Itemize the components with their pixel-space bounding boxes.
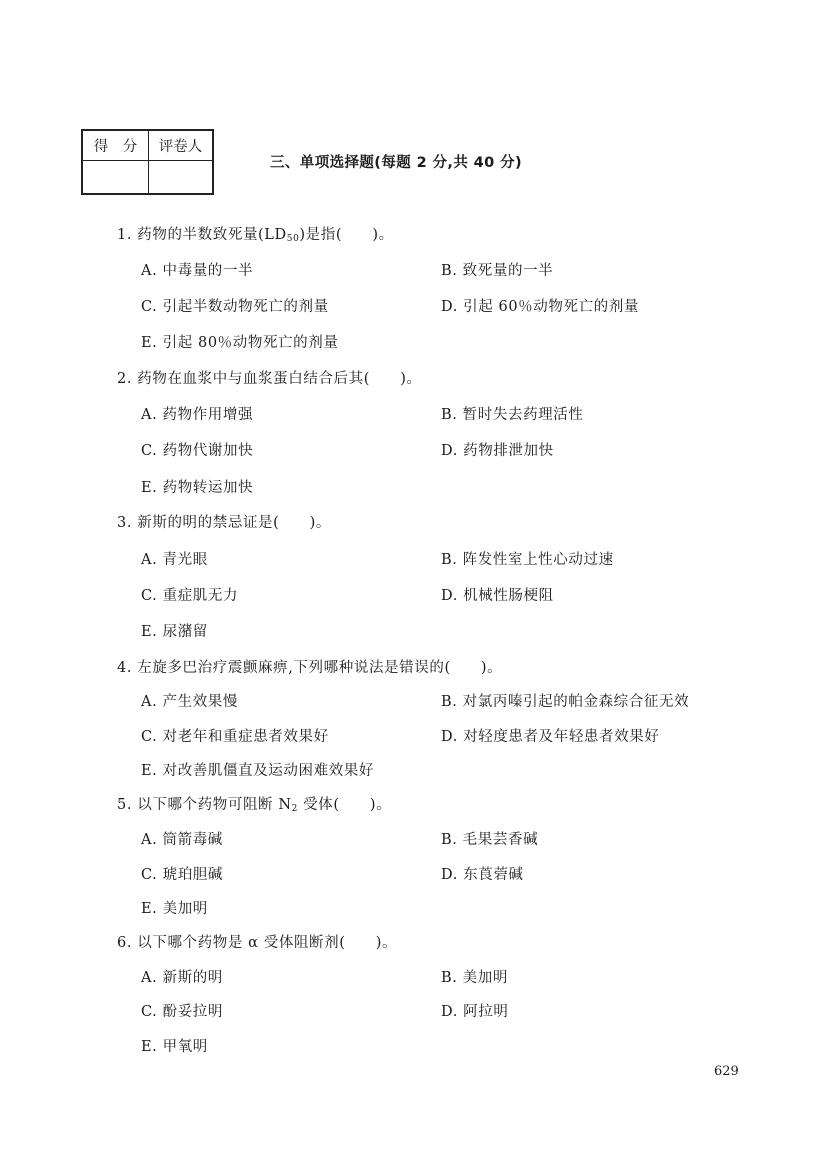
question-6-stem: 6. 以下哪个药物是 α 受体阻断剂( )。 (117, 935, 398, 951)
question-1-option-b[interactable]: B. 致死量的一半 (441, 263, 554, 279)
question-1-stem-text: 1. 药物的半数致死量(LD (117, 227, 287, 243)
question-6-option-d[interactable]: D. 阿拉明 (441, 1004, 509, 1020)
question-1-stem-tail: )是指( )。 (299, 227, 394, 243)
question-3-option-e[interactable]: E. 尿潴留 (141, 624, 208, 640)
question-1-option-e[interactable]: E. 引起 80％动物死亡的剂量 (141, 335, 339, 351)
question-2-option-e[interactable]: E. 药物转运加快 (141, 480, 254, 496)
question-6-option-c[interactable]: C. 酚妥拉明 (141, 1004, 223, 1020)
question-5-option-e[interactable]: E. 美加明 (141, 901, 208, 917)
question-5-option-a[interactable]: A. 筒箭毒碱 (141, 832, 223, 848)
section-title: 三、单项选择题(每题 2 分,共 40 分) (270, 155, 523, 171)
question-3-option-d[interactable]: D. 机械性肠梗阻 (441, 588, 554, 604)
question-4-option-d[interactable]: D. 对轻度患者及年轻患者效果好 (441, 729, 660, 745)
score-table (81, 129, 214, 195)
question-2-option-c[interactable]: C. 药物代谢加快 (141, 443, 254, 459)
question-6-option-b[interactable]: B. 美加明 (441, 970, 508, 986)
question-1-stem (117, 223, 394, 244)
question-2-option-d[interactable]: D. 药物排泄加快 (441, 443, 554, 459)
question-2-stem: 2. 药物在血浆中与血浆蛋白结合后其( )。 (117, 371, 422, 387)
question-1-option-d[interactable]: D. 引起 60％动物死亡的剂量 (441, 299, 639, 315)
question-1-option-c[interactable]: C. 引起半数动物死亡的剂量 (141, 299, 329, 315)
question-3-option-b[interactable]: B. 阵发性室上性心动过速 (441, 552, 614, 568)
question-4-option-b[interactable]: B. 对氯丙嗪引起的帕金森综合征无效 (441, 694, 690, 710)
question-6-option-e[interactable]: E. 甲氧明 (141, 1039, 208, 1055)
question-2-option-a[interactable]: A. 药物作用增强 (141, 407, 254, 423)
question-1-subscript: 50 (286, 234, 300, 244)
score-field[interactable] (83, 161, 149, 193)
question-4-option-c[interactable]: C. 对老年和重症患者效果好 (141, 729, 329, 745)
question-4-stem: 4. 左旋多巴治疗震颤麻痹,下列哪种说法是错误的( )。 (117, 660, 503, 676)
question-3-option-a[interactable]: A. 青光眼 (141, 552, 208, 568)
question-5-stem (117, 793, 391, 814)
question-5-option-d[interactable]: D. 东莨菪碱 (441, 867, 524, 883)
grader-label: 评卷人 (149, 131, 212, 161)
question-4-option-a[interactable]: A. 产生效果慢 (141, 694, 238, 710)
question-5-stem-tail: 受体( )。 (297, 797, 392, 813)
question-5-stem-text: 5. 以下哪个药物可阻断 N (117, 797, 292, 813)
question-5-option-b[interactable]: B. 毛果芸香碱 (441, 832, 539, 848)
grader-field[interactable] (149, 161, 212, 193)
question-3-option-c[interactable]: C. 重症肌无力 (141, 588, 239, 604)
page-number: 629 (714, 1064, 739, 1079)
question-4-option-e[interactable]: E. 对改善肌僵直及运动困难效果好 (141, 763, 375, 779)
score-label: 得 分 (83, 131, 149, 161)
question-6-option-a[interactable]: A. 新斯的明 (141, 970, 223, 986)
question-2-option-b[interactable]: B. 暂时失去药理活性 (441, 407, 584, 423)
question-1-option-a[interactable]: A. 中毒量的一半 (141, 263, 254, 279)
question-3-stem: 3. 新斯的明的禁忌证是( )。 (117, 515, 331, 531)
question-5-subscript: 2 (291, 804, 298, 814)
question-5-option-c[interactable]: C. 琥珀胆碱 (141, 867, 223, 883)
